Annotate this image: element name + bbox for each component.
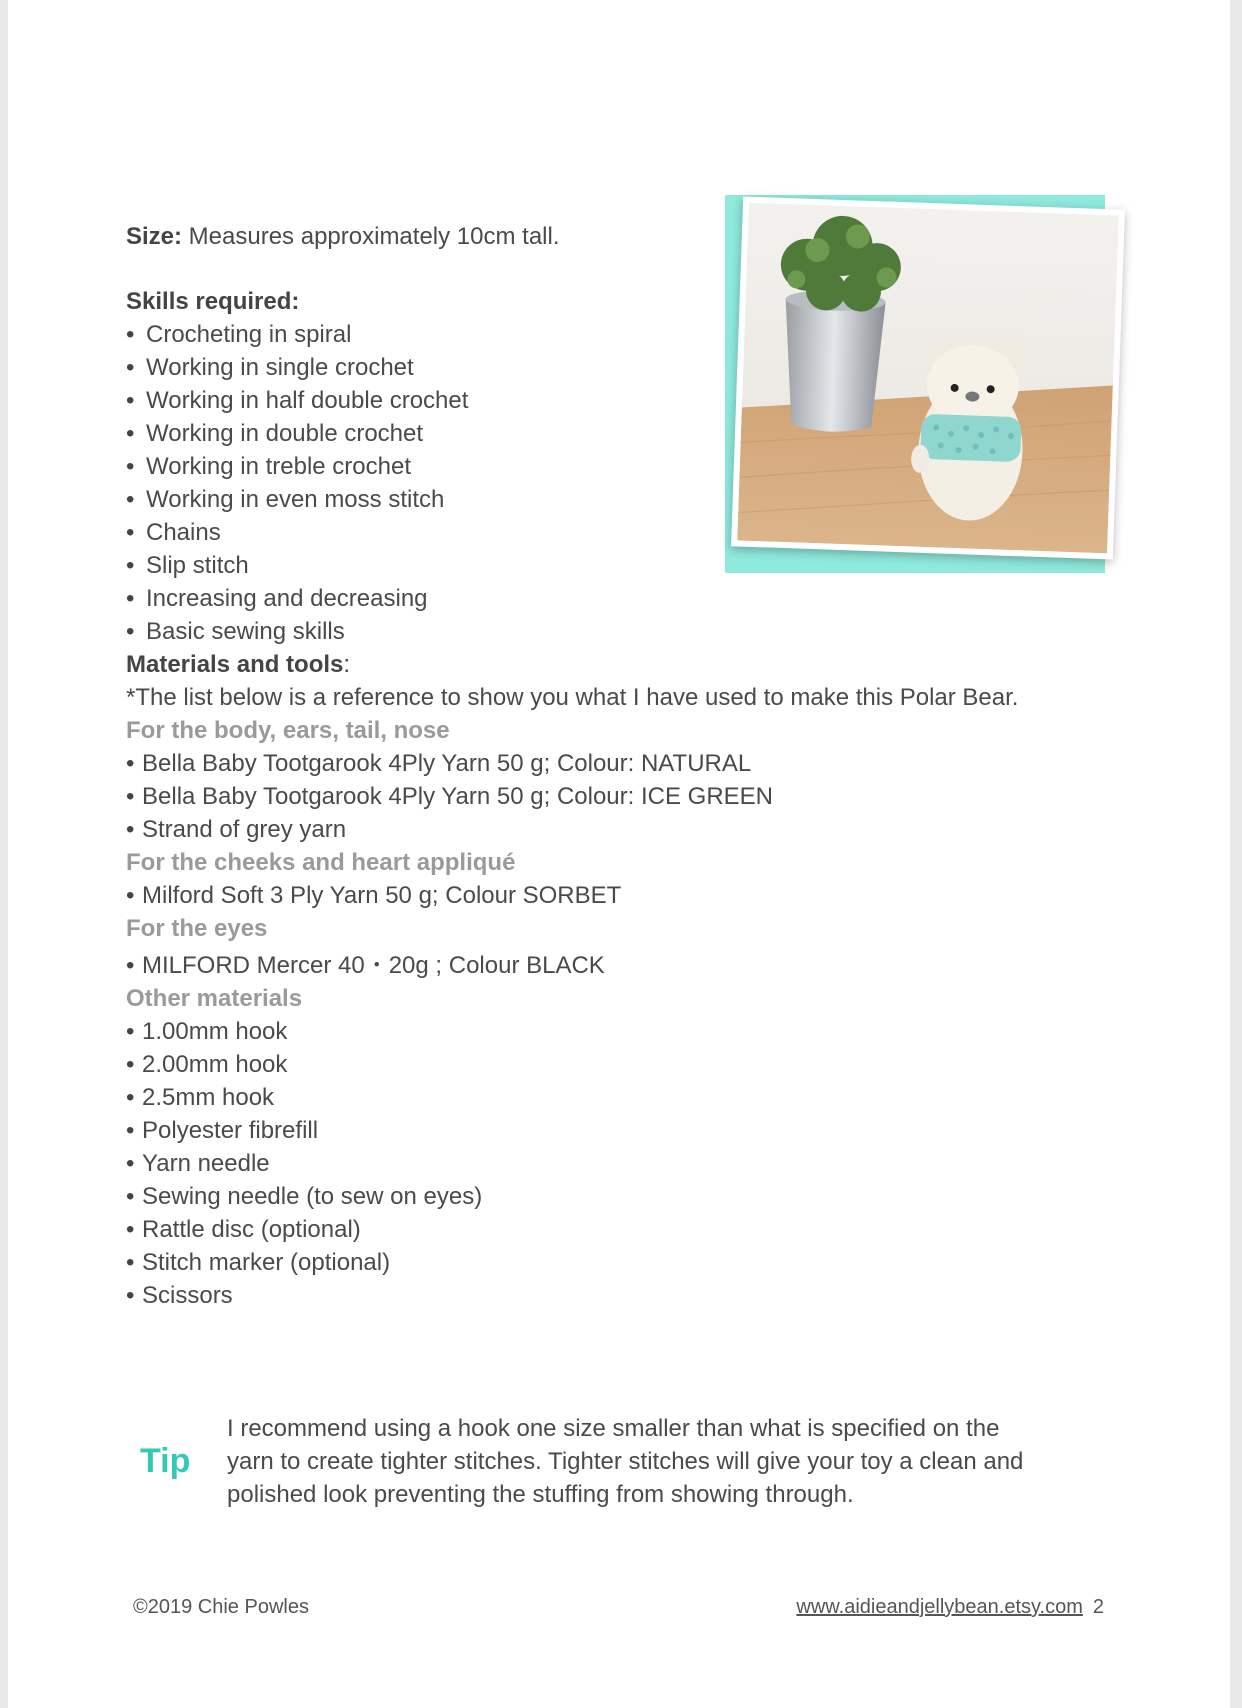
- tip-label: Tip: [140, 1442, 191, 1480]
- polar-bear-photo: [737, 203, 1119, 554]
- list-item: • Polyester fibrefill: [126, 1114, 1086, 1147]
- list-item: • Crocheting in spiral: [126, 318, 1086, 351]
- size-label: Size:: [126, 223, 183, 250]
- group-list-cheeks: [126, 879, 1086, 912]
- list-item: • Working in double crochet: [126, 417, 1086, 450]
- product-photo: [731, 196, 1125, 559]
- shop-link[interactable]: www.aidieandjellybean.etsy.com: [796, 1596, 1083, 1618]
- tip-text: [227, 1412, 1067, 1511]
- list-item: • Milford Soft 3 Ply Yarn 50 g; Colour SORBET: [126, 879, 1086, 912]
- list-item: • Working in treble crochet: [126, 450, 1086, 483]
- group-title-eyes: For the eyes: [126, 915, 268, 942]
- group-title-other: Other materials: [126, 985, 303, 1012]
- tip-line: yarn to create tighter stitches. Tighter stitches will give your toy a clean and: [227, 1448, 1024, 1475]
- list-item: • Rattle disc (optional): [126, 1213, 1086, 1246]
- list-item: • Working in single crochet: [126, 351, 1086, 384]
- list-item: • Scissors: [126, 1279, 1086, 1312]
- footer-copyright: ©2019 Chie Powles: [133, 1596, 309, 1618]
- list-item: • 1.00mm hook: [126, 1015, 1086, 1048]
- group-title-body: For the body, ears, tail, nose: [126, 717, 450, 744]
- list-item: • Working in half double crochet: [126, 384, 1086, 417]
- product-photo-frame: [725, 195, 1105, 573]
- size-text: Measures approximately 10cm tall.: [182, 223, 560, 250]
- list-item: • 2.00mm hook: [126, 1048, 1086, 1081]
- list-item: • Sewing needle (to sew on eyes): [126, 1180, 1086, 1213]
- footer-right: [796, 1596, 1104, 1619]
- list-item: • Chains: [126, 516, 1086, 549]
- list-item: • Yarn needle: [126, 1147, 1086, 1180]
- list-item: • Slip stitch: [126, 549, 1086, 582]
- list-item: • 2.5mm hook: [126, 1081, 1086, 1114]
- list-item: • Strand of grey yarn: [126, 813, 1086, 846]
- list-item: • Bella Baby Tootgarook 4Ply Yarn 50 g; Colour: ICE GREEN: [126, 780, 1086, 813]
- tip-line: polished look preventing the stuffing from showing through.: [227, 1481, 854, 1508]
- group-title-cheeks: For the cheeks and heart appliqué: [126, 849, 516, 876]
- materials-heading-colon: :: [343, 651, 351, 678]
- materials-heading: [126, 648, 1086, 681]
- page-number: 2: [1092, 1596, 1104, 1618]
- tip-box: [126, 1412, 1086, 1522]
- document-page: [8, 0, 1230, 1708]
- group-list-other: [126, 1015, 1086, 1312]
- materials-note: *The list below is a reference to show you what I have used to make this Polar Bear.: [126, 684, 1019, 711]
- list-item: • Stitch marker (optional): [126, 1246, 1086, 1279]
- group-list-eyes: [126, 949, 1086, 982]
- skills-heading: Skills required:: [126, 288, 300, 315]
- list-item: • MILFORD Mercer 40・20g ; Colour BLACK: [126, 949, 1086, 982]
- list-item: • Increasing and decreasing: [126, 582, 1086, 615]
- group-list-body: [126, 747, 1086, 846]
- materials-heading-text: Materials and tools: [126, 651, 344, 678]
- list-item: • Bella Baby Tootgarook 4Ply Yarn 50 g; Colour: NATURAL: [126, 747, 1086, 780]
- tip-line: I recommend using a hook one size smaller than what is specified on the: [227, 1415, 1000, 1442]
- list-item: • Basic sewing skills: [126, 615, 1086, 648]
- list-item: • Working in even moss stitch: [126, 483, 1086, 516]
